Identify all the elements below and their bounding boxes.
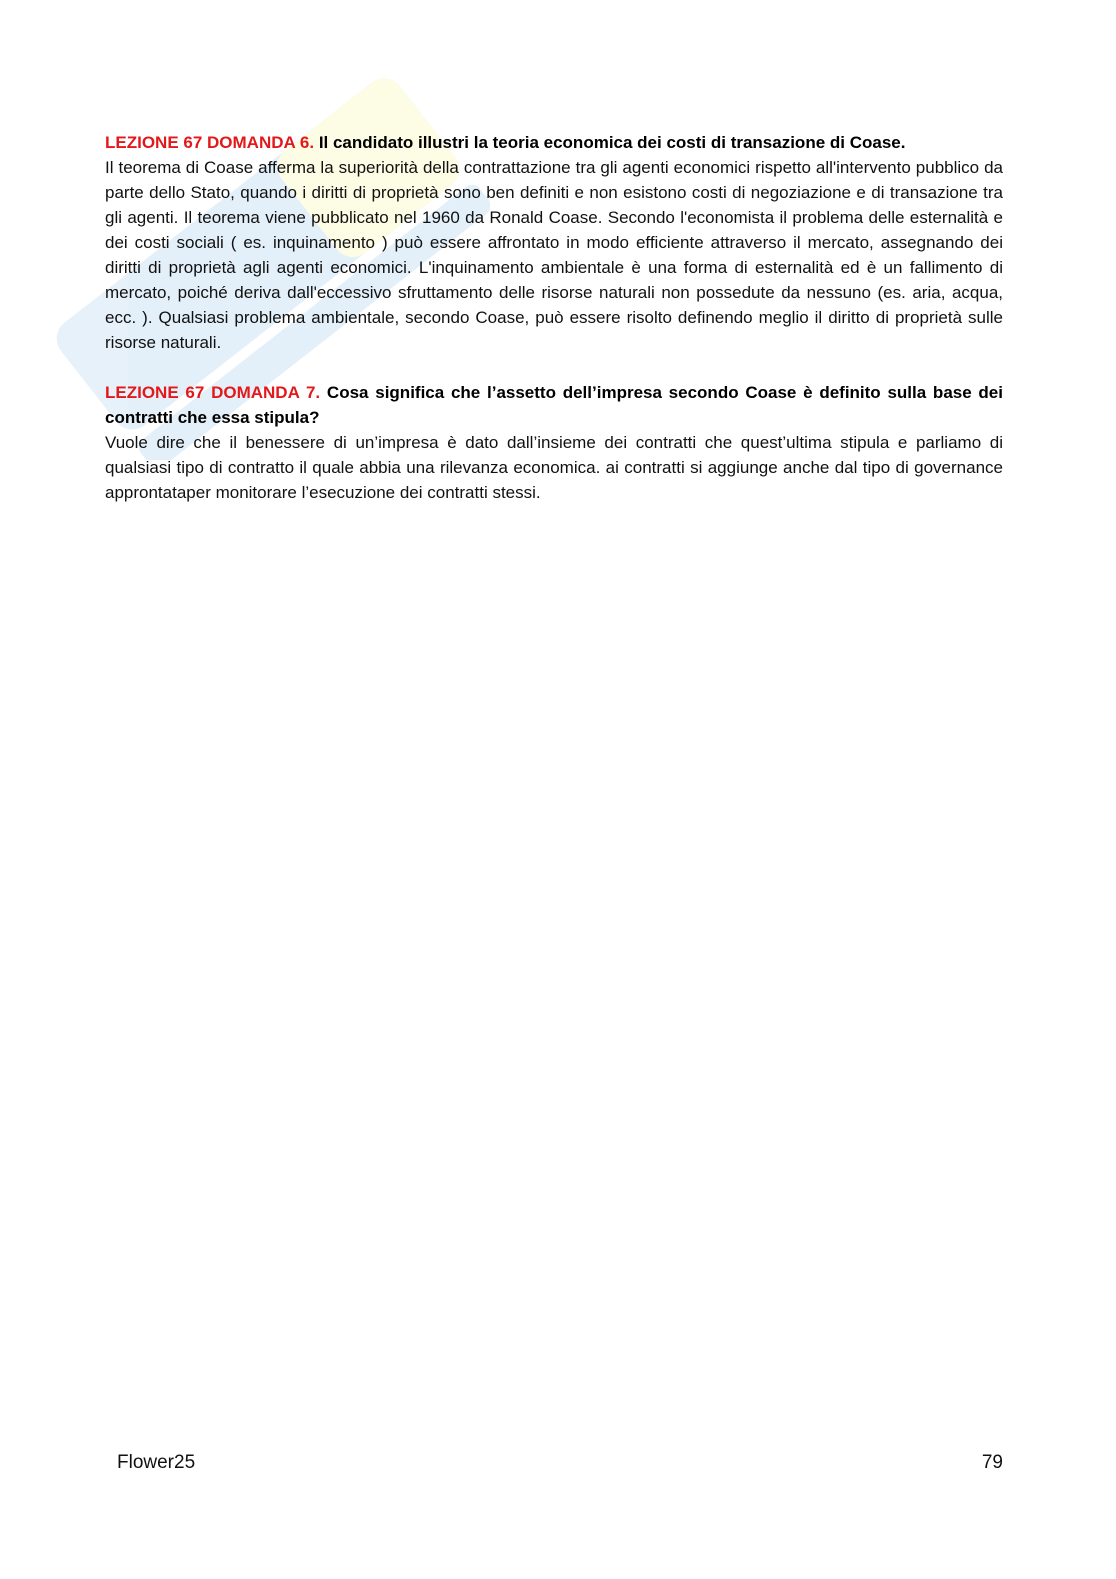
question-title: Cosa significa che l’assetto dell’impresa secondo Coase è definito sulla base dei contratti che essa stipula? <box>105 383 1003 427</box>
questions-container <box>105 130 1003 530</box>
question-heading <box>105 383 1003 427</box>
question-title: Il candidato illustri la teoria economica dei costi di transazione di Coase. <box>318 133 906 152</box>
footer-page-number: 79 <box>981 1452 1003 1473</box>
answer-text: Vuole dire che il benessere di un’impresa è dato dall’insieme dei contratti che quest’ultima stipula e parliamo di qualsiasi tipo di contratto il quale abbia una rilevanza economica. ai contratti si aggiunge anche dal tipo di governance approntataper monitorare l’esecuzione dei contratti stessi. <box>105 433 1003 502</box>
footer-author: Flower25 <box>117 1452 196 1473</box>
question-code: LEZIONE 67 DOMANDA 6. <box>105 133 315 152</box>
question-block <box>105 380 1003 505</box>
question-block <box>105 130 1003 355</box>
question-heading <box>105 133 905 152</box>
question-code: LEZIONE 67 DOMANDA 7. <box>105 383 321 402</box>
answer-text: Il teorema di Coase afferma la superiorità della contrattazione tra gli agenti economici rispetto all'intervento pubblico da parte dello Stato, quando i diritti di proprietà sono ben definiti e non esistono costi di negoziazione e di transazione tra gli agenti. Il teorema viene pubblicato nel 1960 da Ronald Coase. Secondo l'economista il problema delle esternalità e dei costi sociali ( es. inquinamento ) può essere affrontato in modo efficiente attraverso il mercato, assegnando dei diritti di proprietà agli agenti economici. L'inquinamento ambientale è una forma di esternalità ed è un fallimento di mercato, poiché deriva dall'eccessivo sfruttamento delle risorse naturali non possedute da nessuno (es. aria, acqua, ecc. ). Qualsiasi problema ambientale, secondo Coase, può essere risolto definendo meglio il diritto di proprietà sulle risorse naturali. <box>105 158 1003 352</box>
